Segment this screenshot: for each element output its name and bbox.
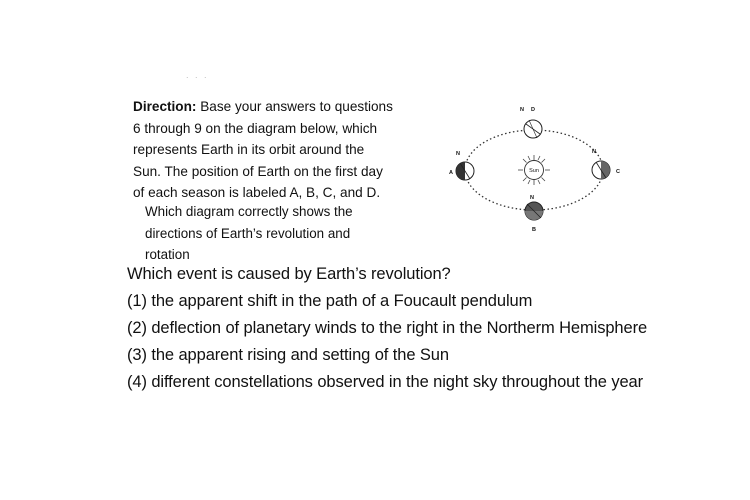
direction-label: Direction: <box>133 99 197 114</box>
direction-line-1 <box>133 96 437 118</box>
direction-text-1: Base your answers to questions <box>196 99 393 114</box>
sun-label: Sun <box>529 168 539 174</box>
option-4: (4) different constellations observed in the night sky throughout the year <box>127 373 644 391</box>
decorative-dots: . . . <box>186 70 209 80</box>
sub-question-line-3: rotation <box>145 247 190 262</box>
direction-line-4: Sun. The position of Earth on the first day <box>133 163 383 179</box>
sub-question-line-1: Which diagram correctly shows the <box>145 204 353 219</box>
sub-question <box>145 201 415 266</box>
earth-position-a <box>456 162 474 180</box>
earth-orbit-diagram <box>446 100 628 236</box>
earth-position-c <box>592 161 610 179</box>
sub-question-line-2: directions of Earth’s revolution and <box>145 225 351 241</box>
direction-paragraph <box>133 96 437 204</box>
label-n-right: N <box>592 149 596 155</box>
label-n-bottom: N <box>530 195 534 201</box>
earth-position-d <box>524 120 542 138</box>
label-n-left: N <box>456 151 460 157</box>
sun <box>518 155 550 185</box>
option-3: (3) the apparent rising and setting of the Sun <box>127 346 449 364</box>
label-a: A <box>449 170 453 176</box>
label-n-top: N <box>520 107 524 113</box>
question-title: Which event is caused by Earth’s revolution? <box>127 265 451 283</box>
label-d: D <box>531 107 535 113</box>
direction-line-3: represents Earth in its orbit around the <box>133 142 365 157</box>
option-1: (1) the apparent shift in the path of a Foucault pendulum <box>127 292 533 310</box>
option-2: (2) deflection of planetary winds to the right in the Northerm Hemisphere <box>127 319 648 337</box>
label-c: C <box>616 169 620 175</box>
direction-line-2: 6 through 9 on the diagram below, which <box>133 120 378 136</box>
multiple-choice-question <box>127 262 727 397</box>
label-b: B <box>532 227 536 233</box>
earth-position-b <box>525 202 543 220</box>
direction-line-5: of each season is labeled A, B, C, and D. <box>133 185 381 200</box>
